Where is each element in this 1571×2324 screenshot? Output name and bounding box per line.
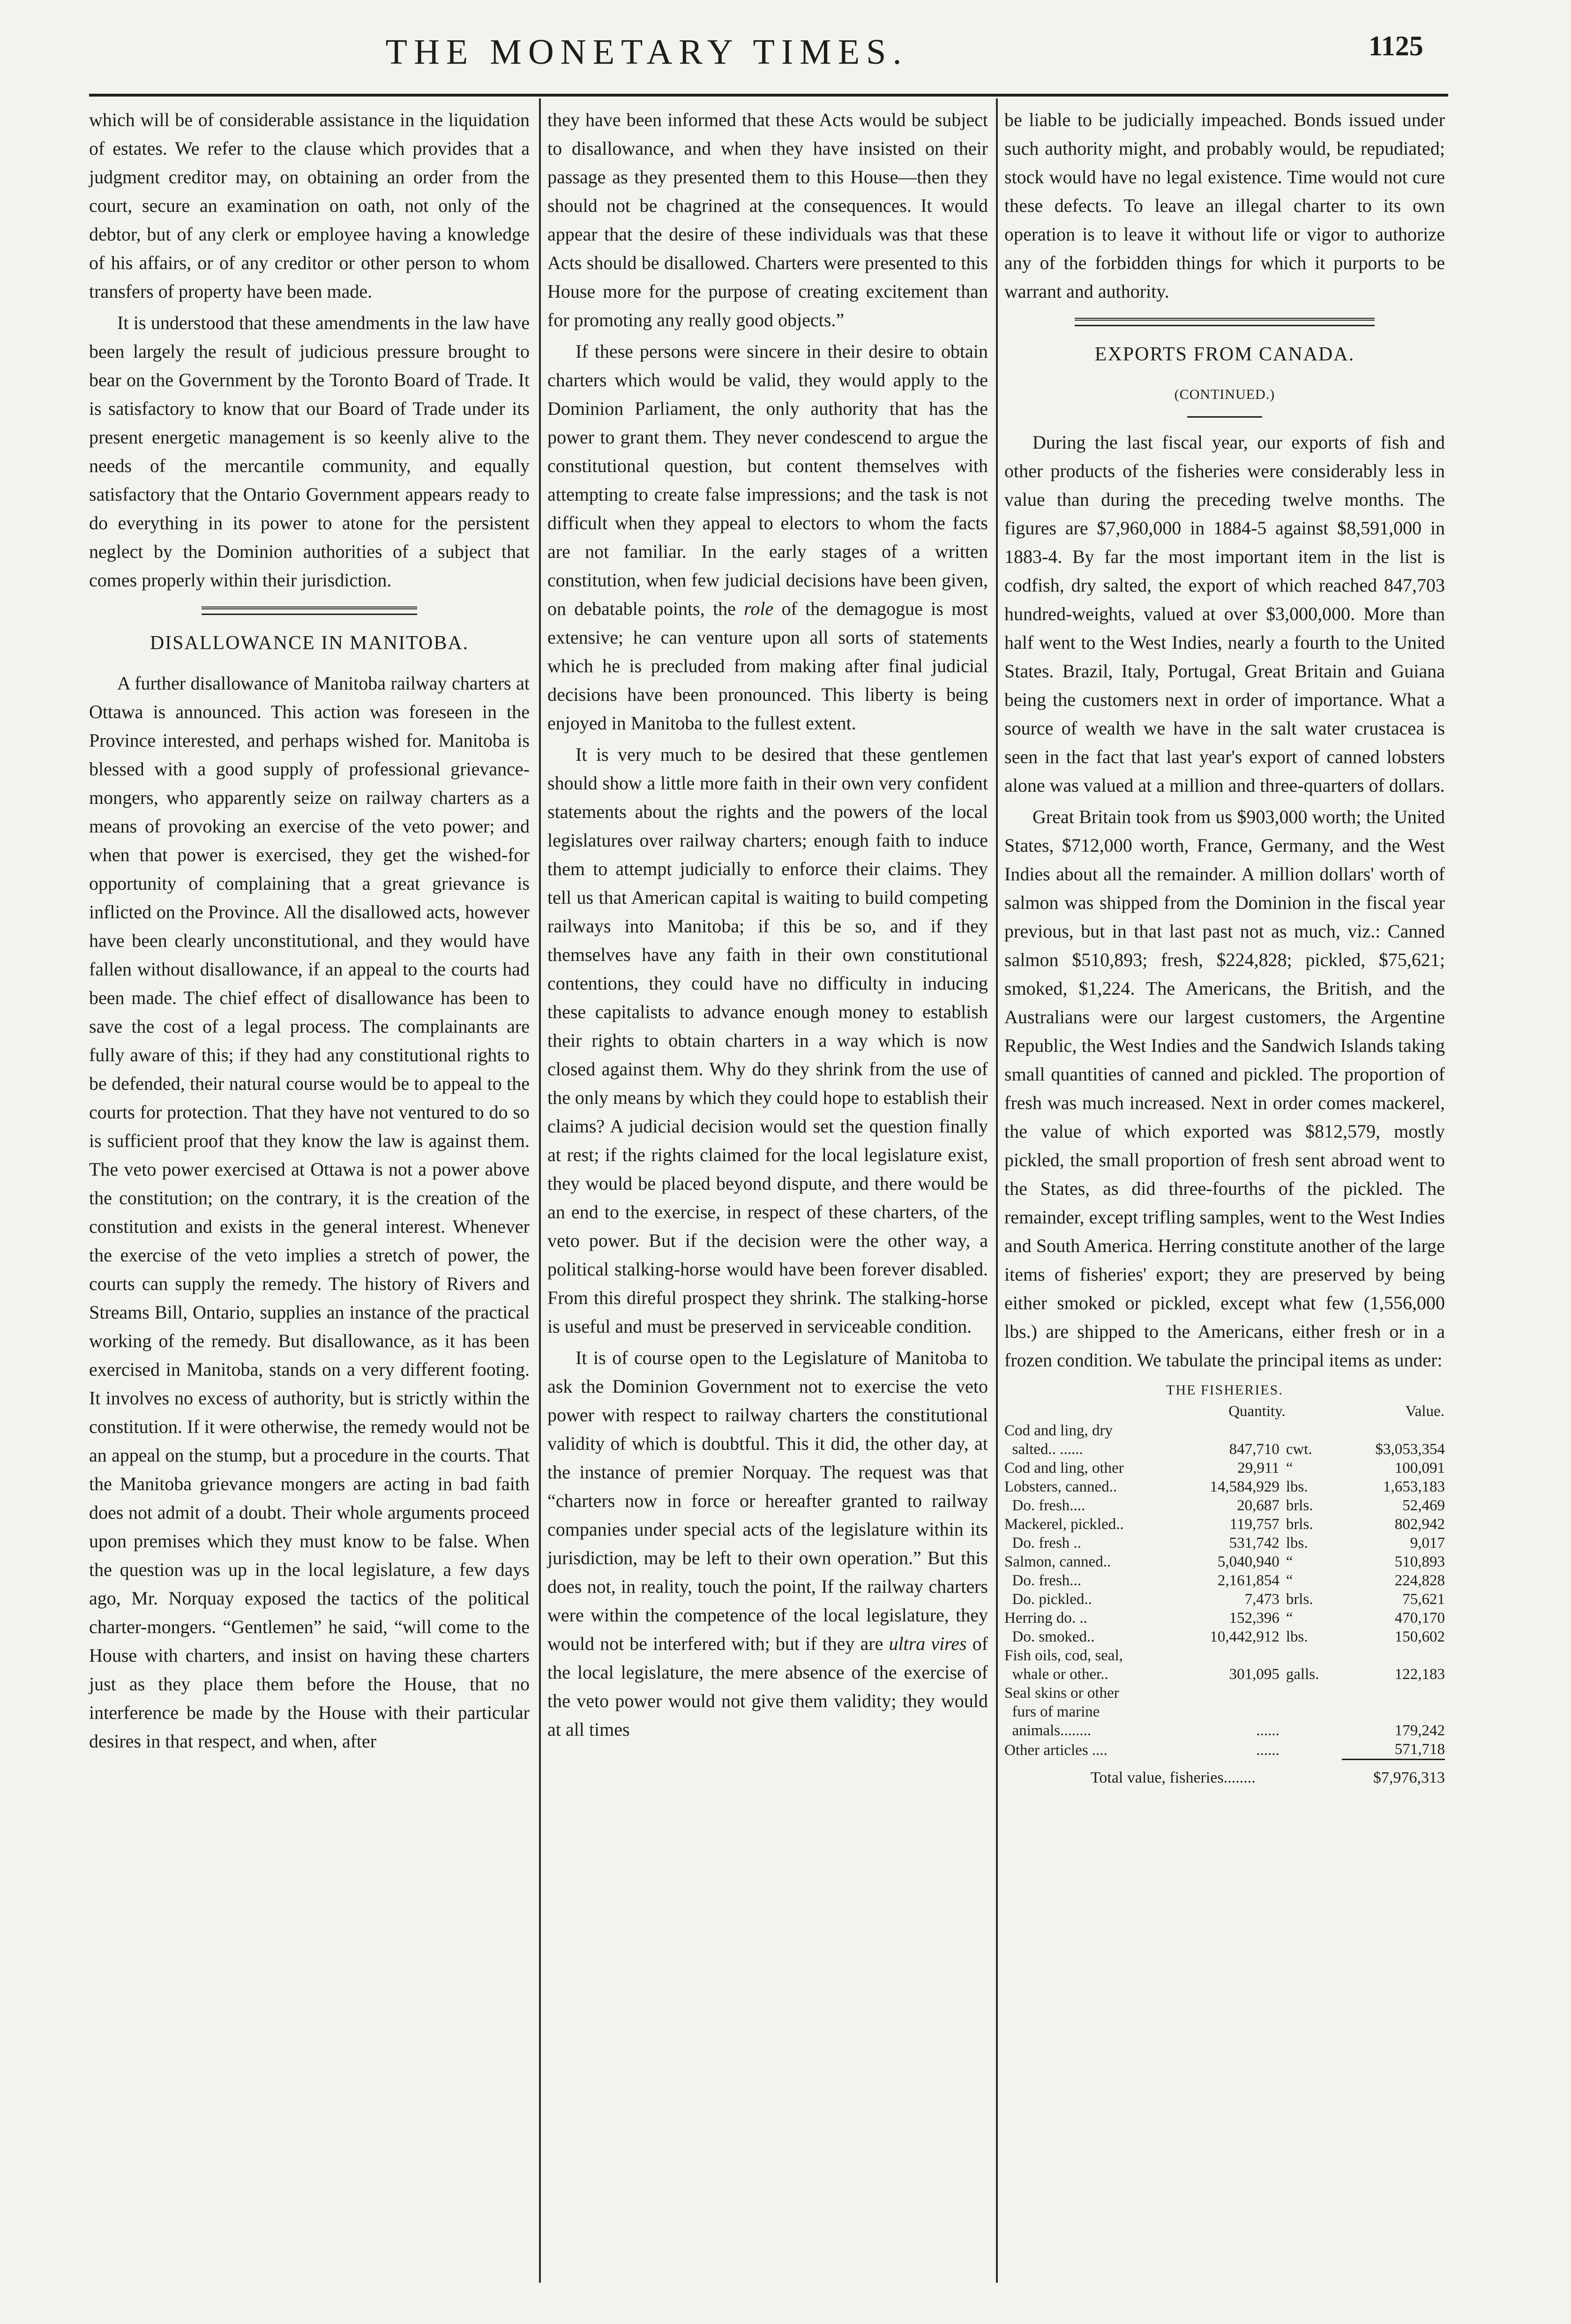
table-row [1004,1421,1445,1440]
table-cell-item: Lobsters, canned.. [1004,1478,1117,1495]
fisheries-table-caption: THE FISHERIES. [1166,1382,1283,1398]
table-cell-qty: 14,584,929 [1210,1478,1279,1495]
table-cell-unit [1286,1421,1342,1440]
table-cell-qty: 10,442,912 [1210,1628,1279,1645]
total-label: Total value, fisheries........ [1091,1769,1256,1786]
table-cell-item: salted.. ...... [1004,1441,1083,1458]
col2-paragraph-2 [547,337,988,737]
col2-p2-role-italic: role [744,598,774,619]
table-cell-qty: 301,095 [1229,1666,1279,1683]
table-cell-value: 179,242 [1394,1722,1445,1739]
table-cell-qty: ...... [1256,1741,1279,1759]
column-1 [89,105,530,1755]
table-row [1004,1646,1445,1665]
table-cell-unit: lbs. [1286,1628,1308,1645]
col1-paragraph-2: It is understood that these amendments in the law have been largely the result of judicious pressure brought to bear on the Government by the Toronto Board of Trade. It is satisfactory to know that our Board of Trade under its present energetic management is so keenly alive to the needs of the mercantile community, and equally satisfactory that the Ontario Government appears ready to do everything in its power to atone for the persistent neglect by the Dominion authorities of a subject that comes properly within their jurisdiction. [89,312,530,591]
section-rule [202,607,417,615]
table-cell-item: Do. pickled.. [1004,1591,1092,1608]
col3-paragraph-3: Great Britain took from us $903,000 worth; the United States, $712,000 worth, France, Germany, and the West Indies about all the remainder. A million dollars' worth of salmon was shipped from the Dominion in the fiscal year previous, but in that last past not as much, viz.: Canned salmon $510,893; fresh, $224,828; pickled, $75,621; smoked, $1,224. The Americans, the British, and the Australians were our largest customers, the Argentine Republic, the West Indies and the Sandwich Islands taking small quantities of canned and pickled. The proportion of fresh was much increased. Next in order comes mackerel, the value of which exported was $812,579, mostly pickled, the small proportion of fresh sent abroad went to the States, as did three-fourths of the pickled. The remainder, except trifling samples, went to the West Indies and South America. Herring constitute another of the large items of fisheries' export; they are preserved by being either smoked or pickled, except what few (1,556,000 lbs.) are shipped to the Americans, either fresh or in a frozen condition. We tabulate the principal items as under: [1004,806,1445,1371]
table-cell-qty: 531,742 [1229,1535,1279,1552]
table-row [1004,1552,1445,1571]
table-cell-unit: brls. [1286,1591,1313,1608]
table-cell-value [1342,1684,1445,1702]
table-cell-value: 224,828 [1394,1572,1445,1589]
table-cell-qty: 152,396 [1229,1610,1279,1627]
table-cell-item: whale or other.. [1004,1666,1108,1683]
table-row [1004,1721,1445,1740]
table-cell-unit [1286,1721,1342,1740]
table-cell-unit [1286,1684,1342,1702]
table-cell-unit: “ [1286,1460,1293,1477]
table-cell-item: Do. fresh.... [1004,1497,1085,1514]
section-heading-exports: EXPORTS FROM CANADA. [1094,344,1355,365]
column-divider-1 [539,98,541,2283]
col2-paragraph-1: they have been informed that these Acts would be subject to disallowance, and when they have insisted on their passage as they presented them to this House—then they should not be chagrined at the consequences. It would appear that the desire of these individuals was that these Acts should be disallowed. Charters were presented to this House more for the purpose of creating excitement than for promoting any really good objects.” [547,109,988,330]
section-heading-disallowance: DISALLOWANCE IN MANITOBA. [150,632,469,654]
subhead-rule [1187,416,1262,418]
section-rule-2 [1075,318,1375,326]
table-row [1004,1515,1445,1534]
table-cell-unit: brls. [1286,1516,1313,1533]
table-cell-item: Cod and ling, other [1004,1460,1124,1477]
table-cell-qty [1176,1684,1286,1702]
table-row [1004,1702,1445,1721]
col3-paragraph-2: During the last fiscal year, our exports of fish and other products of the fisheries were considerably less in value than during the preceding twelve months. The figures are $7,960,000 in 1884-5 against $8,591,000 in 1883-4. By far the most important item in the list is codfish, dry salted, the export of which reached 847,703 hundred-weights, valued at over $3,000,000. More than half went to the West Indies, nearly a fourth to the United States. Brazil, Italy, Portugal, Great Britain and Guiana being the customers next in order of importance. What a source of wealth we have in the salt water crustacea is seen in the fact that last year's export of canned lobsters alone was valued at a million and three-quarters of dollars. [1004,432,1445,796]
table-cell-value: 470,170 [1394,1610,1445,1627]
page-number: 1125 [1369,30,1423,61]
table-cell-unit: “ [1286,1572,1293,1589]
table-cell-item: Seal skins or other [1004,1685,1119,1702]
table-cell-unit [1286,1702,1342,1721]
table-cell-value: 802,942 [1394,1516,1445,1533]
table-cell-value: 122,183 [1394,1666,1445,1683]
col2-p2-text-b: of the demagogue is most extensive; he can venture upon all sorts of statements which he is precluded from making after final judicial decisions have been pronounced. This liberty is being enjoyed in Manitoba to the fullest extent. [547,598,988,734]
total-value: $7,976,313 [1342,1760,1445,1788]
table-cell-qty: 7,473 [1244,1591,1279,1608]
table-cell-qty: 29,911 [1237,1460,1279,1477]
continued-label: (CONTINUED.) [1174,387,1275,402]
table-cell-unit: galls. [1286,1666,1319,1683]
table-row [1004,1740,1445,1760]
table-row [1004,1665,1445,1684]
table-cell-item: Salmon, canned.. [1004,1553,1111,1570]
col2-p4-ultra-vires-italic: ultra vires [889,1633,967,1654]
table-row [1004,1571,1445,1590]
table-cell-item: animals........ [1004,1722,1092,1739]
table-cell-value: 75,621 [1402,1591,1445,1608]
column-2 [547,105,988,1744]
table-cell-value: 150,602 [1394,1628,1445,1645]
table-cell-qty: 2,161,854 [1217,1572,1279,1589]
table-row [1004,1534,1445,1552]
col2-p2-text-a: If these persons were sincere in their desire to obtain charters which would be valid, they would apply to the Dominion Parliament, the only authority that has the power to grant them. They never condescend to argue the constitutional question, but content themselves with attempting to create false impressions; and the task is not difficult when they appeal to electors to whom the facts are not familiar. In the early stages of a written constitution, when few judicial decisions have been given, on debatable points, the [547,341,988,619]
table-cell-value: 1,653,183 [1383,1478,1445,1495]
table-cell-unit [1286,1646,1342,1665]
table-cell-unit: cwt. [1286,1441,1312,1458]
fisheries-table [1004,1381,1445,1787]
table-cell-item: Do. fresh... [1004,1572,1082,1589]
table-row [1004,1496,1445,1515]
table-cell-qty [1176,1646,1286,1665]
table-cell-unit: lbs. [1286,1535,1308,1552]
table-cell-item: Cod and ling, dry [1004,1422,1113,1439]
table-row [1004,1477,1445,1496]
table-cell-value [1342,1421,1445,1440]
table-cell-qty: ...... [1256,1722,1279,1739]
table-cell-unit: brls. [1286,1497,1313,1514]
fisheries-table-header [1004,1402,1445,1421]
table-cell-value: 571,718 [1394,1741,1445,1758]
table-cell-item: Fish oils, cod, seal, [1004,1647,1123,1664]
column-3 [1004,105,1445,1787]
column-divider-2 [996,98,998,2283]
table-cell-qty [1176,1702,1286,1721]
table-row [1004,1440,1445,1459]
header-rule [89,94,1448,97]
table-cell-qty: 119,757 [1229,1516,1279,1533]
table-cell-item: Herring do. .. [1004,1610,1087,1627]
table-cell-unit: “ [1286,1610,1293,1627]
table-cell-value: 9,017 [1410,1535,1445,1552]
table-cell-value [1342,1646,1445,1665]
col1-paragraph-1: which will be of considerable assistance in the liquidation of estates. We refer to the clause which provides that a judgment creditor may, on obtaining an order from the court, secure an examination on oath, not only of the debtor, but of any clerk or employee having a knowledge of his affairs, or of any creditor or other person to whom transfers of property have been made. [89,109,530,302]
table-row [1004,1609,1445,1627]
table-cell-qty: 20,687 [1237,1497,1279,1514]
table-cell-unit: lbs. [1286,1478,1308,1495]
table-cell-qty [1176,1421,1286,1440]
fisheries-total-row [1004,1760,1445,1788]
masthead-title: THE MONETARY TIMES. [385,32,908,72]
page-header [0,28,1571,80]
table-cell-item: Do. smoked.. [1004,1628,1095,1645]
col2-p4-text-a: It is of course open to the Legislature of Manitoba to ask the Dominion Government not to exercise the veto power with respect to railway charters the constitutional validity of which is doubtful. This it did, the other day, at the instance of premier Norquay. The request was that “charters now in force or hereafter granted to railway companies under special acts of the legislature within its jurisdiction, may be left to their own operation.” But this does not, in reality, touch the point, If the railway charters were within the competence of the local legislature, they would not be interfered with; but if they are [547,1347,988,1654]
table-row [1004,1459,1445,1477]
header-quantity: Quantity. [1228,1403,1286,1420]
table-cell-qty: 5,040,940 [1217,1553,1279,1570]
table-cell-item: Mackerel, pickled.. [1004,1516,1124,1533]
col1-paragraph-3: A further disallowance of Manitoba railway charters at Ottawa is announced. This action was foreseen in the Province interested, and perhaps wished for. Manitoba is blessed with a good supply of professional grievance-mongers, who apparently seize on railway charters as a means of provoking an exercise of the veto power; and when that power is exercised, they get the wished-for opportunity of complaining that a great grievance is inflicted on the Province. All the disallowed acts, however have been clearly unconstitutional, and they would have fallen without disallowance, if an appeal to the courts had been made. The chief effect of disallowance has been to save the cost of a legal process. The complainants are fully aware of this; if they had any constitutional rights to be defended, their natural course would be to appeal to the courts for protection. That they have not ventured to do so is sufficient proof that they know the law is against them. The veto power exercised at Ottawa is not a power above the constitution; on the contrary, it is the creation of the constitution and exists in the general interest. Whenever the exercise of the veto implies a stretch of power, the courts can supply the remedy. The history of Rivers and Streams Bill, Ontario, supplies an instance of the practical working of the remedy. But disallowance, as it has been exercised in Manitoba, stands on a very different footing. It involves no excess of authority, but is strictly within the constitution. If it were otherwise, the remedy would not be an appeal on the stump, but a procedure in the courts. That the Manitoba grievance mongers are acting in bad faith does not admit of a doubt. Their whole arguments proceed upon premises which they must know to be false. When the question was up in the local legislature, a few days ago, Mr. Norquay exposed the tactics of the political charter-mongers. “Gentlemen” he said, “will come to the House with charters, and insist on having these charters just as they place them before the House, that no interference be made by the House with their particular desires in that respect, and when, after [89,673,530,1752]
col3-paragraph-1: be liable to be judicially impeached. Bonds issued under such authority might, and probably would, be repudiated; stock would have no legal existence. Time would not cure these defects. To leave an illegal charter to its own operation is to leave it without life or vigor to authorize any of the forbidden things for which it purports to be warrant and authority. [1004,109,1445,302]
table-cell-value: 100,091 [1394,1460,1445,1477]
table-cell-qty: 847,710 [1229,1441,1279,1458]
col2-paragraph-4 [547,1343,988,1744]
header-value: Value. [1405,1403,1444,1420]
table-row [1004,1684,1445,1702]
table-row [1004,1590,1445,1609]
table-cell-item: Other articles .... [1004,1741,1107,1759]
table-cell-value: $3,053,354 [1375,1441,1445,1458]
table-cell-item: furs of marine [1004,1703,1100,1720]
col2-paragraph-3: It is very much to be desired that these gentlemen should show a little more faith in their own very confident statements about the rights and the powers of the local legislatures over railway charters; enough faith to induce them to attempt judicially to enforce their claims. They tell us that American capital is waiting to build competing railways into Manitoba; if this be so, and if they themselves have any faith in their own constitutional contentions, they could have no difficulty in inducing these capitalists to advance enough money to establish their rights to obtain charters in a way which is now closed against them. Why do they shrink from the use of the only means by which they could hope to establish their claims? A judicial decision would set the question finally at rest; if the rights claimed for the local legislature exist, they would be placed beyond dispute, and there would be an end to the exercise, in respect of these charters, of the veto power. But if the decision were the other way, a political stalking-horse would have been forever disabled. From this direful prospect they shrink. The stalking-horse is useful and must be preserved in serviceable condition. [547,744,988,1337]
table-cell-item: Do. fresh .. [1004,1535,1082,1552]
col2-p4-text-b: of the local legislature, the mere absence of the exercise of the veto power would not give them validity; they would at all times [547,1633,988,1740]
table-cell-unit [1286,1740,1342,1760]
table-cell-value: 52,469 [1402,1497,1445,1514]
table-cell-unit: “ [1286,1553,1293,1570]
table-cell-value [1342,1702,1445,1721]
table-row [1004,1627,1445,1646]
table-cell-value: 510,893 [1394,1553,1445,1570]
